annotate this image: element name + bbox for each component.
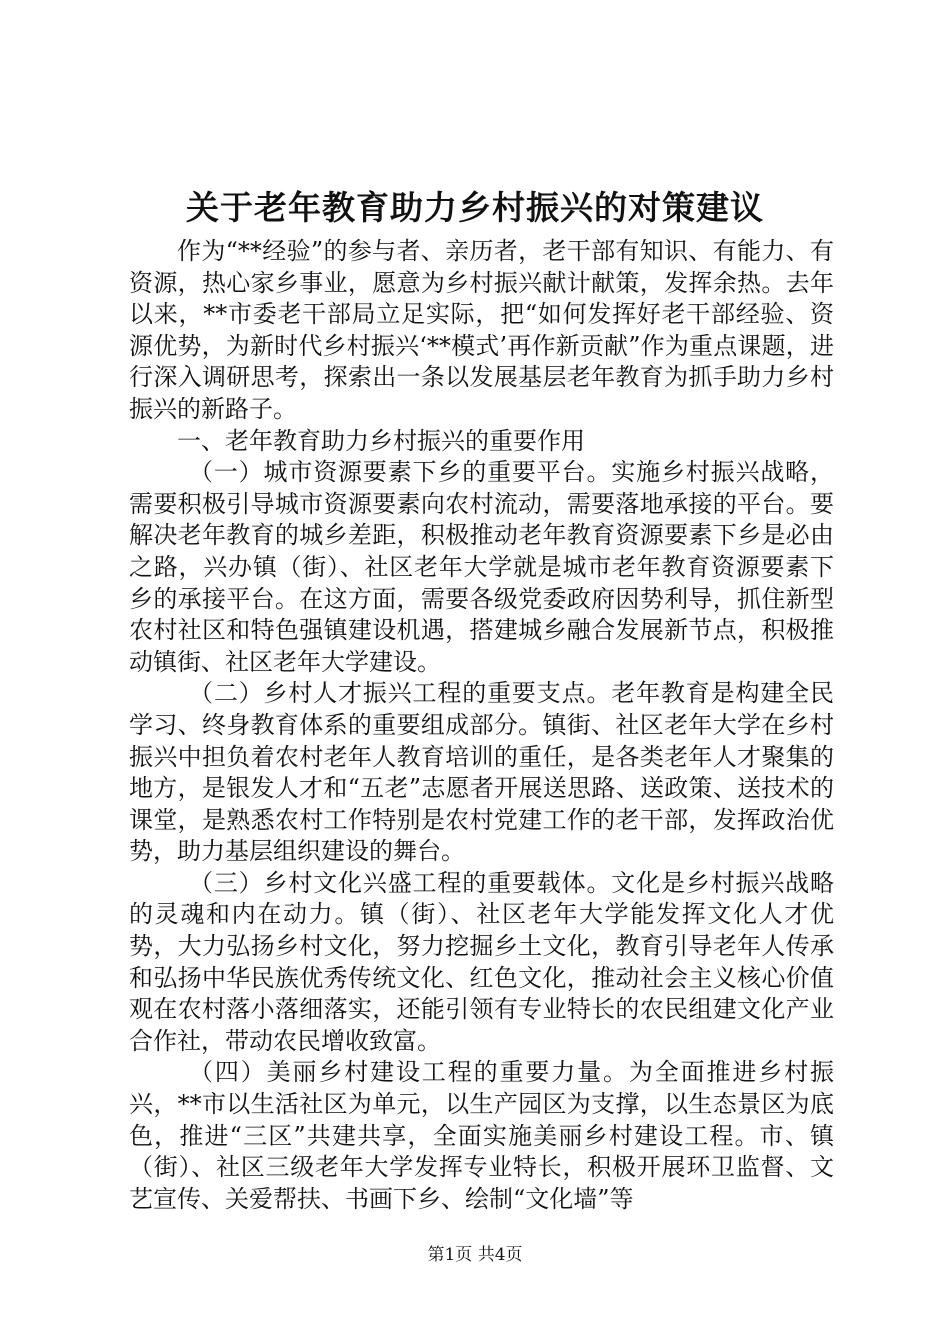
document-title: 关于老年教育助力乡村振兴的对策建议 <box>186 188 764 227</box>
paragraph-point-3: （三）乡村文化兴盛工程的重要载体。文化是乡村振兴战略的灵魂和内在动力。镇（街）、社区老年大学能发挥文化人才优势，大力弘扬乡村文化，努力挖掘乡土文化，教育引导老年人传承和弘扬中华民族优秀传统文化、红色文化，推动社会主义核心价值观在农村落小落细落实，还能引领有专业特长的农民组建文化产业合作社，带动农民增收致富。 <box>129 868 834 1055</box>
paragraph-point-2: （二）乡村人才振兴工程的重要支点。老年教育是构建全民学习、终身教育体系的重要组成部分。镇街、社区老年大学在乡村振兴中担负着农村老年人教育培训的重任，是各类老年人才聚集的地方，是银发人才和“五老”志愿者开展送思路、送政策、送技术的课堂，是熟悉农村工作特别是农村党建工作的老干部，发挥政治优势，助力基层组织建设的舞台。 <box>129 679 834 866</box>
page-number-footer: 第1页 共4页 <box>427 1245 523 1265</box>
document-body <box>129 236 834 1215</box>
section-heading: 一、老年教育助力乡村振兴的重要作用 <box>177 426 585 455</box>
paragraph-point-1: （一）城市资源要素下乡的重要平台。实施乡村振兴战略，需要积极引导城市资源要素向农村流动，需要落地承接的平台。要解决老年教育的城乡差距，积极推动老年教育资源要素下乡是必由之路，兴办镇（街）、社区老年大学就是城市老年教育资源要素下乡的承接平台。在这方面，需要各级党委政府因势利导，抓住新型农村社区和特色强镇建设机遇，搭建城乡融合发展新节点，积极推动镇街、社区老年大学建设。 <box>129 458 834 676</box>
paragraph-intro: 作为“**经验”的参与者、亲历者，老干部有知识、有能力、有资源，热心家乡事业，愿意为乡村振兴献计献策，发挥余热。去年以来，**市委老干部局立足实际，把“如何发挥好老干部经验、资源优势，为新时代乡村振兴‘**模式’再作新贡献”作为重点课题，进行深入调研思考，探索出一条以发展基层老年教育为抓手助力乡村振兴的新路子。 <box>129 237 834 423</box>
paragraph-point-4: （四）美丽乡村建设工程的重要力量。为全面推进乡村振兴，**市以生活社区为单元，以生产园区为支撑，以生态景区为底色，推进“三区”共建共享，全面实施美丽乡村建设工程。市、镇（街）、社区三级老年大学发挥专业特长，积极开展环卫监督、文艺宣传、关爱帮扶、书画下乡、绘制“文化墙”等 <box>129 1058 834 1213</box>
